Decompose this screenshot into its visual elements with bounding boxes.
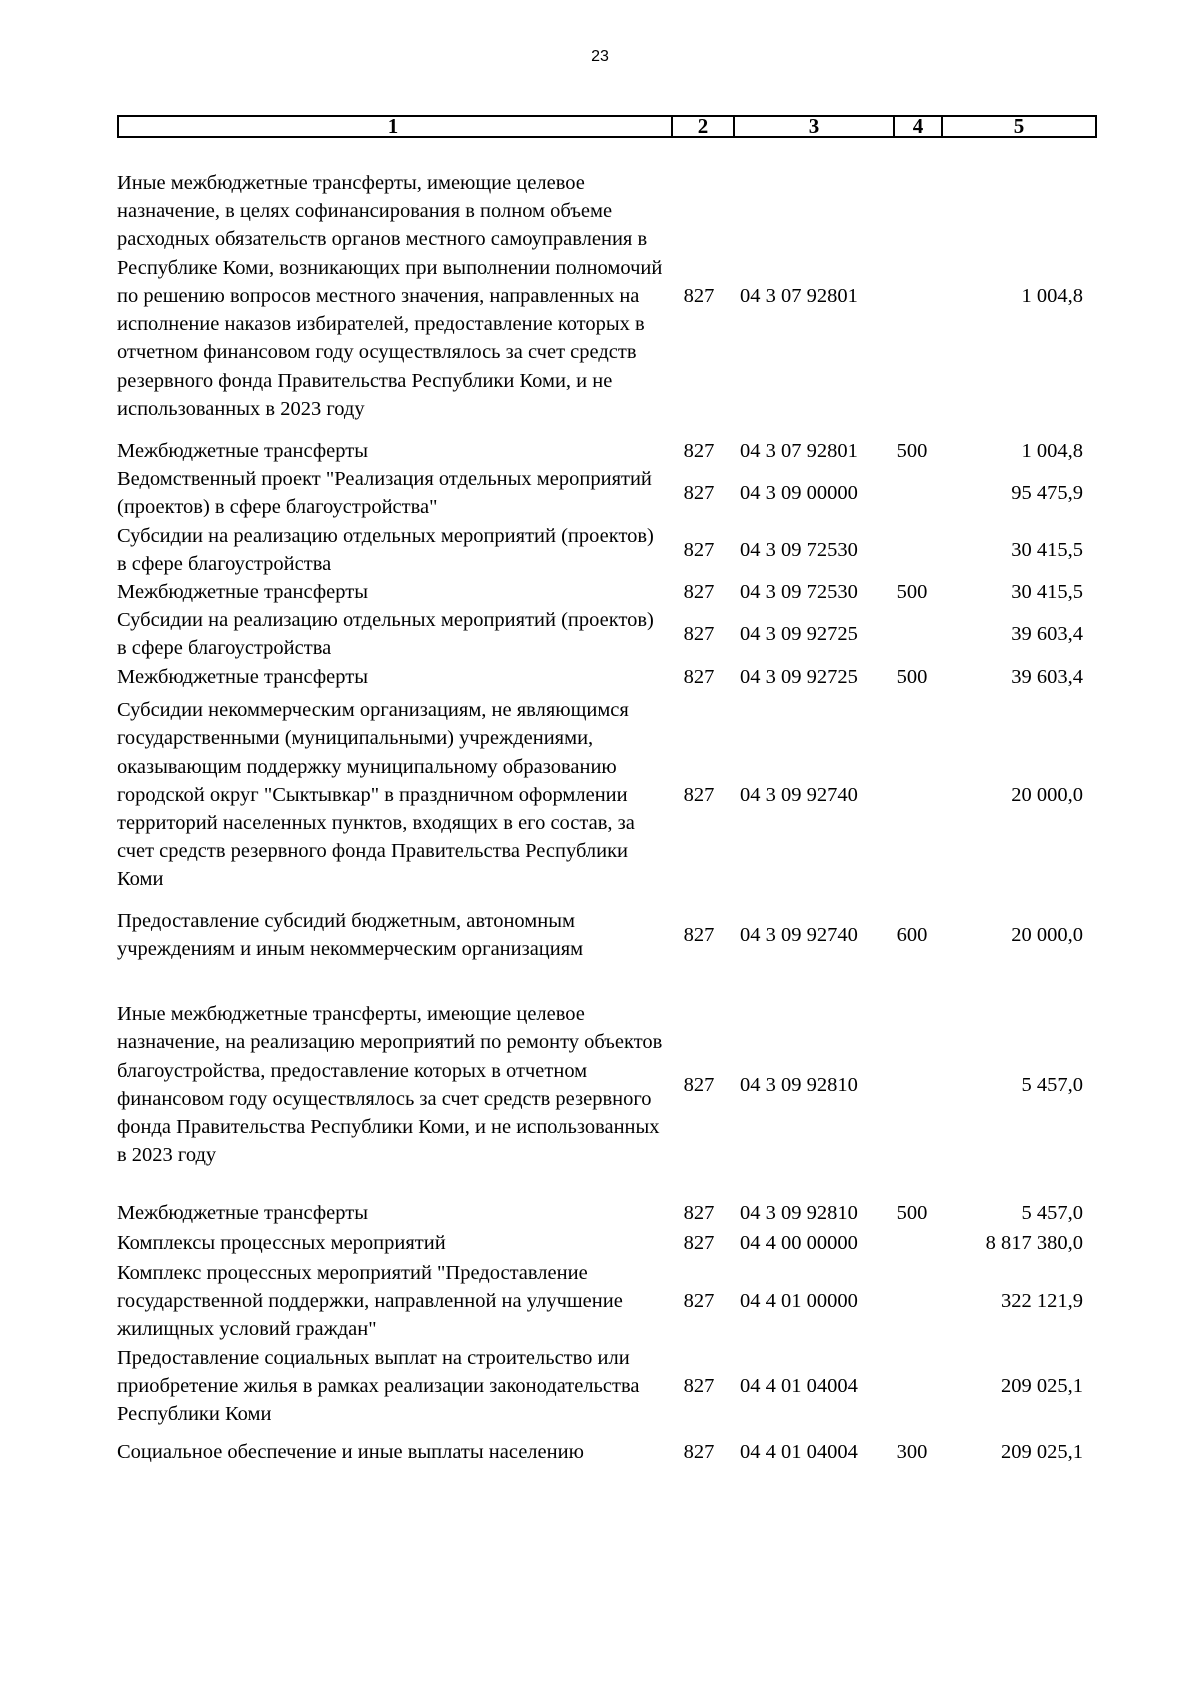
row-name: Субсидии некоммерческим организациям, не являющимся государственными (муниципальными) учреждениями, оказывающим поддержку муниципальному образованию городской округ "Сыктывкар" в праздничном оформлении территорий населенных пунктов, входящих в его состав, за счет средств резервного фонда Правительства Республики Коми (117, 699, 635, 891)
row-target-code: 04 3 09 92725 (740, 665, 858, 688)
row-target-code: 04 3 07 92801 (740, 440, 858, 462)
row-admin-code: 827 (683, 1441, 715, 1464)
budget-table (117, 155, 1089, 1476)
row-expense-type (889, 1344, 935, 1429)
row-target-code: 04 3 09 92740 (740, 923, 858, 946)
table-row (117, 1344, 1089, 1429)
row-name: Иные межбюджетные трансферты, имеющие целевое назначение, в целях софинансирования в полном объеме расходных обязательств органов местного самоуправления в Республике Коми, возникающих при выполнении полномочий по решению вопросов местного значения, направленных на исполнение наказов избирателей, предоставление которых в отчетном финансовом году осуществлялось за счет средств резервного фонда Правительства Республики Коми, и не использованных в 2023 году (117, 172, 663, 420)
row-expense-type (889, 1227, 935, 1259)
row-amount: 209 025,1 (1001, 1374, 1083, 1397)
row-expense-type (889, 1259, 935, 1344)
row-expense-type: 500 (896, 665, 928, 688)
row-target-code: 04 4 01 04004 (740, 1374, 858, 1397)
table-row (117, 606, 1089, 662)
column-header-table (117, 115, 1097, 138)
row-admin-code: 827 (683, 665, 715, 688)
row-amount: 5 457,0 (1021, 1201, 1083, 1224)
table-row (117, 437, 1089, 465)
table-row (117, 578, 1089, 606)
table-row (117, 899, 1089, 971)
row-name: Межбюджетные трансферты (117, 440, 368, 462)
table-row (117, 691, 1089, 899)
row-target-code: 04 3 09 72530 (740, 538, 858, 561)
row-amount: 209 025,1 (1001, 1441, 1083, 1464)
table-row (117, 663, 1089, 691)
row-expense-type: 600 (896, 923, 928, 946)
row-name: Межбюджетные трансферты (117, 665, 368, 688)
row-admin-code: 827 (683, 1073, 715, 1096)
row-admin-code: 827 (683, 783, 715, 806)
row-name: Предоставление социальных выплат на строительство или приобретение жилья в рамках реализации законодательства Республики Коми (117, 1346, 640, 1426)
row-name: Иные межбюджетные трансферты, имеющие целевое назначение, на реализацию мероприятий по ремонту объектов благоустройства, предоставление которых в отчетном финансовом году осуществлялось за счет средств резервного фонда Правительства Республики Коми, и не использованных в 2023 году (117, 1003, 663, 1167)
column-header-3: 3 (734, 116, 894, 137)
row-expense-type (889, 155, 935, 437)
row-name: Субсидии на реализацию отдельных мероприятий (проектов) в сфере благоустройства (117, 524, 654, 575)
row-admin-code: 827 (683, 1201, 715, 1224)
table-row (117, 1227, 1089, 1259)
row-target-code: 04 3 09 92810 (740, 1201, 858, 1224)
row-expense-type (889, 691, 935, 899)
row-name: Социальное обеспечение и иные выплаты населению (117, 1441, 584, 1464)
row-target-code: 04 4 00 00000 (740, 1231, 858, 1254)
row-admin-code: 827 (683, 581, 715, 604)
row-amount: 30 415,5 (1011, 581, 1083, 604)
row-amount: 1 004,8 (1021, 440, 1083, 462)
row-target-code: 04 3 07 92801 (740, 284, 858, 307)
row-target-code: 04 3 09 72530 (740, 581, 858, 604)
row-expense-type: 500 (896, 581, 928, 604)
row-target-code: 04 4 01 00000 (740, 1290, 858, 1313)
table-row (117, 465, 1089, 521)
row-admin-code: 827 (683, 1374, 715, 1397)
column-header-4: 4 (894, 116, 942, 137)
row-admin-code: 827 (683, 440, 715, 462)
row-amount: 39 603,4 (1011, 665, 1083, 688)
row-admin-code: 827 (683, 284, 715, 307)
row-admin-code: 827 (683, 1231, 715, 1254)
row-target-code: 04 3 09 92810 (740, 1073, 858, 1096)
table-row (117, 522, 1089, 578)
row-target-code: 04 3 09 00000 (740, 482, 858, 505)
table-row (117, 971, 1089, 1199)
row-amount: 20 000,0 (1011, 783, 1083, 806)
table-row (117, 1199, 1089, 1227)
row-amount: 5 457,0 (1021, 1073, 1083, 1096)
row-amount: 8 817 380,0 (985, 1231, 1083, 1254)
row-expense-type (889, 465, 935, 521)
row-expense-type (889, 522, 935, 578)
row-name: Межбюджетные трансферты (117, 581, 368, 604)
table-row (117, 155, 1089, 437)
budget-table-body (117, 155, 1089, 1476)
row-expense-type: 500 (896, 440, 928, 462)
row-admin-code: 827 (683, 1290, 715, 1313)
row-name: Межбюджетные трансферты (117, 1201, 368, 1224)
page-number: 23 (591, 48, 609, 65)
row-target-code: 04 4 01 04004 (740, 1441, 858, 1464)
row-amount: 39 603,4 (1011, 623, 1083, 646)
row-name: Комплексы процессных мероприятий (117, 1231, 446, 1254)
row-name: Субсидии на реализацию отдельных мероприятий (проектов) в сфере благоустройства (117, 609, 654, 660)
row-admin-code: 827 (683, 538, 715, 561)
row-admin-code: 827 (683, 623, 715, 646)
row-name: Комплекс процессных мероприятий "Предоставление государственной поддержки, направленной на улучшение жилищных условий граждан" (117, 1262, 623, 1341)
column-header-1: 1 (118, 116, 672, 137)
row-target-code: 04 3 09 92740 (740, 783, 858, 806)
row-target-code: 04 3 09 92725 (740, 623, 858, 646)
row-amount: 95 475,9 (1011, 482, 1083, 505)
row-amount: 20 000,0 (1011, 923, 1083, 946)
row-amount: 1 004,8 (1021, 284, 1083, 307)
row-admin-code: 827 (683, 923, 715, 946)
row-amount: 322 121,9 (1001, 1290, 1083, 1313)
table-row (117, 1428, 1089, 1476)
row-name: Ведомственный проект "Реализация отдельных мероприятий (проектов) в сфере благоустройства" (117, 468, 652, 519)
row-expense-type: 300 (896, 1441, 928, 1464)
column-header-2: 2 (672, 116, 734, 137)
column-header-row (118, 116, 1096, 137)
column-header-5: 5 (942, 116, 1096, 137)
row-expense-type (889, 971, 935, 1199)
row-amount: 30 415,5 (1011, 538, 1083, 561)
row-name: Предоставление субсидий бюджетным, автономным учреждениям и иным некоммерческим организациям (117, 909, 584, 960)
table-row (117, 1259, 1089, 1344)
row-expense-type (889, 606, 935, 662)
row-admin-code: 827 (683, 482, 715, 505)
row-expense-type: 500 (896, 1201, 928, 1224)
